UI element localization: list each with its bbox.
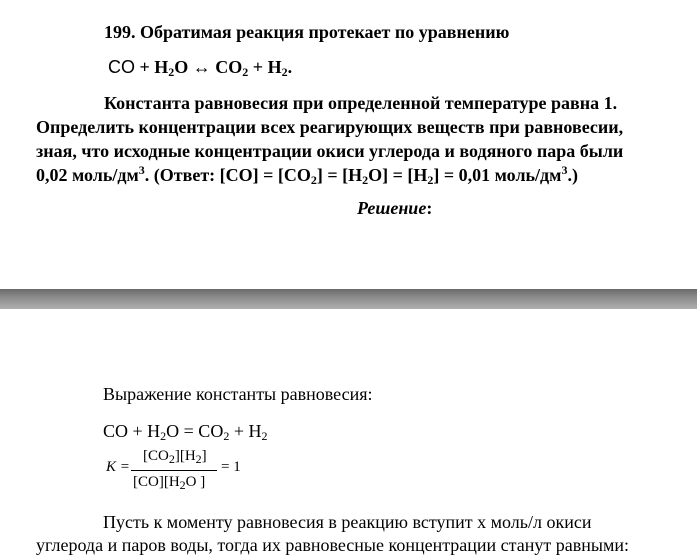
fraction-denominator: $[CO][H_2O$ ] — [133, 474, 206, 492]
solution-paragraph-line-1: Пусть к моменту равновесия в реакцию вступит х моль/л окиси — [103, 512, 592, 532]
solution-line-1: Выражение константы равновесия: — [103, 384, 373, 404]
fraction-numerator: $[CO_2][H_2]$ — [143, 448, 207, 466]
reversible-arrow: ↔ — [192, 57, 211, 77]
k-value: = 1 — [221, 459, 241, 475]
problem-title — [104, 21, 509, 43]
problem-text-line-4: 0,02 моль/$дм^3$. (Ответ: $[CO] = [CO_2] = [H_2O] = [H_2] = 0,01$ моль/$дм^3$.) — [36, 163, 578, 187]
problem-text-line-1: Константа равновесия при определенной температуре равна 1. — [104, 93, 618, 113]
k-label: K = — [106, 459, 130, 475]
solution-equation: CO + $H_2O = CO_2 + H_2$ — [103, 421, 268, 443]
page-separator — [0, 289, 697, 309]
problem-number: 199. — [104, 22, 136, 42]
reaction-equation: CO + $H_2O$ ↔ $CO_2 + H_2$. — [108, 57, 293, 79]
problem-text-line-3: зная, что исходные концентрации окиси углерода и водяного пара были — [36, 141, 624, 161]
problem-title-text: Обратимая реакция протекает по уравнению — [140, 22, 510, 42]
solution-paragraph-line-2: углерода и паров воды, тогда их равновесные концентрации станут равными: — [36, 535, 629, 555]
solution-heading: Решение: — [357, 198, 433, 218]
problem-text-line-2: Определить концентрации всех реагирующих веществ при равновесии, — [36, 117, 624, 137]
fraction-bar — [131, 470, 217, 471]
